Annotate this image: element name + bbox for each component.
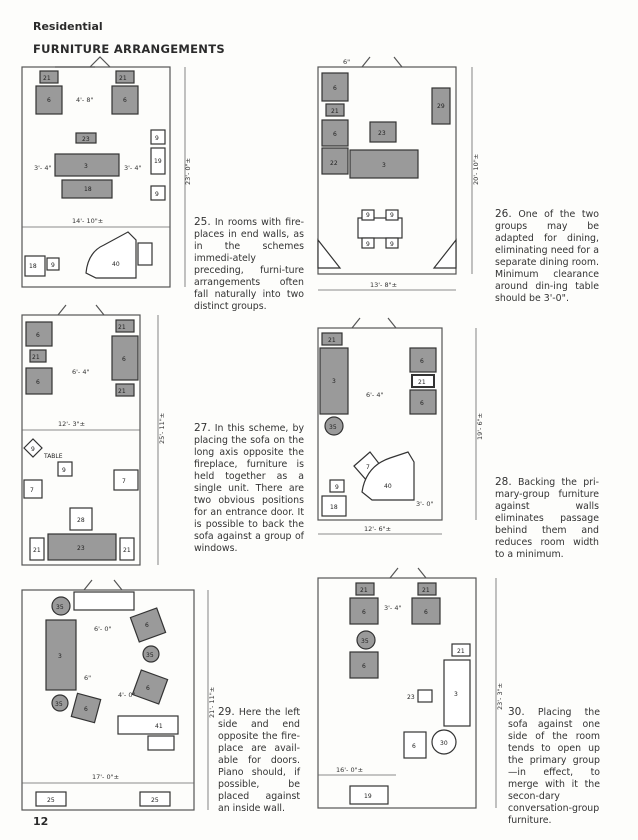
svg-text:23: 23 [82,136,90,143]
plan-29-drawing [22,580,216,810]
svg-text:9: 9 [390,212,394,219]
caption-29-number: 29. [218,706,235,718]
svg-text:25: 25 [151,797,159,804]
svg-text:3: 3 [84,163,88,170]
svg-text:TABLE: TABLE [44,453,63,460]
svg-text:6: 6 [333,85,337,92]
svg-text:35: 35 [329,424,337,431]
svg-text:6: 6 [36,332,40,339]
svg-text:14'- 10"±: 14'- 10"± [72,217,104,225]
svg-text:21: 21 [457,648,465,655]
svg-text:19'- 6"±: 19'- 6"± [476,412,484,440]
svg-text:18: 18 [84,186,92,193]
caption-25 [194,216,304,313]
svg-text:22: 22 [330,160,338,167]
svg-text:6: 6 [362,609,366,616]
svg-text:21: 21 [118,324,126,331]
svg-text:18: 18 [29,263,37,270]
svg-text:23: 23 [77,545,85,552]
svg-text:3'- 4": 3'- 4" [34,164,52,172]
svg-text:6: 6 [47,97,51,104]
svg-text:3'- 0": 3'- 0" [416,500,434,508]
svg-text:35: 35 [55,701,63,708]
svg-text:21'- 11"±: 21'- 11"± [208,686,216,718]
svg-text:7: 7 [366,464,370,471]
svg-text:6: 6 [424,609,428,616]
svg-text:23'- 3"±: 23'- 3"± [496,682,504,710]
svg-text:6'- 0": 6'- 0" [94,625,112,633]
svg-text:6: 6 [412,743,416,750]
svg-text:21: 21 [360,587,368,594]
svg-text:6: 6 [333,131,337,138]
svg-text:21: 21 [32,354,40,361]
svg-text:6: 6 [122,356,126,363]
caption-25-number: 25. [194,216,211,228]
svg-text:21: 21 [422,587,430,594]
page-title: FURNITURE ARRANGEMENTS [33,42,225,56]
svg-text:6": 6" [84,674,92,682]
svg-text:23: 23 [407,694,415,701]
svg-text:7: 7 [30,487,34,494]
svg-text:6'- 4": 6'- 4" [72,368,90,376]
caption-30-number: 30. [508,706,525,718]
svg-text:9: 9 [31,446,35,453]
svg-text:9: 9 [62,467,66,474]
svg-text:6: 6 [36,379,40,386]
caption-29-text: Here the left side and end opposite the fire-place are avail-able for doors. Piano should, if possible, be placed against an inside wall. [218,707,301,814]
svg-text:6: 6 [145,622,149,629]
svg-text:6: 6 [123,97,127,104]
svg-text:19: 19 [154,158,162,165]
svg-text:21: 21 [33,547,41,554]
svg-text:6: 6 [146,685,150,692]
svg-text:6'- 4": 6'- 4" [366,391,384,399]
caption-26-text: One of the two groups may be adapted for dining, eliminating need for a separate dining room. Minimum clearance around din-ing table should be 3'-0". [495,209,600,304]
svg-text:21: 21 [328,337,336,344]
caption-26-number: 26. [495,208,512,220]
svg-text:12'- 6"±: 12'- 6"± [364,525,392,533]
caption-28-number: 28. [495,476,512,488]
section-label: Residential [33,20,103,33]
svg-text:21: 21 [43,75,51,82]
svg-text:16'- 0"±: 16'- 0"± [336,766,364,774]
plan-27-drawing [22,305,166,565]
svg-text:17'- 0"±: 17'- 0"± [92,773,120,781]
svg-text:4'- 8": 4'- 8" [76,96,94,104]
svg-text:21: 21 [118,388,126,395]
svg-text:6: 6 [84,706,88,713]
svg-text:21: 21 [119,75,127,82]
svg-text:9: 9 [366,241,370,248]
svg-text:25: 25 [47,797,55,804]
svg-text:35: 35 [361,638,369,645]
svg-text:20'- 10"±: 20'- 10"± [472,153,480,185]
svg-text:13'- 8"±: 13'- 8"± [370,281,398,289]
caption-26 [495,208,599,305]
svg-text:23: 23 [378,130,386,137]
plan-25-drawing [22,57,192,287]
caption-28-text: Backing the pri-mary-group furniture against walls eliminates passage behind them and reduces room width to a minimum. [495,477,599,560]
svg-text:9: 9 [51,262,55,269]
page-number: 12 [33,815,49,828]
svg-text:21: 21 [331,108,339,115]
svg-text:3: 3 [58,653,62,660]
svg-text:9: 9 [155,135,159,142]
svg-text:28: 28 [77,517,85,524]
svg-text:12'- 3"±: 12'- 3"± [58,420,86,428]
svg-text:21: 21 [123,547,131,554]
svg-text:25'- 11"±: 25'- 11"± [158,412,166,444]
svg-text:35: 35 [56,604,64,611]
svg-text:6: 6 [420,358,424,365]
svg-text:6: 6 [362,663,366,670]
svg-text:9: 9 [155,191,159,198]
plan-30-drawing [318,568,504,808]
svg-text:3: 3 [382,162,386,169]
svg-text:30: 30 [440,740,448,747]
caption-27 [194,422,304,555]
svg-text:4'- 0": 4'- 0" [118,691,136,699]
svg-text:40: 40 [112,261,120,268]
caption-30 [508,706,600,827]
plan-26-drawing [318,57,480,290]
caption-30-text: Placing the sofa against one side of the room tends to open up the primary group—in effect, to merge with it the secon-dary conversation-group furniture. [508,707,600,826]
svg-text:3: 3 [454,691,458,698]
svg-text:3'- 4": 3'- 4" [124,164,142,172]
caption-25-text: In rooms with fire-places in end walls, as in the schemes immedi-ately preceding, furni-ture arrangements often fall naturally into two distinct groups. [194,217,304,312]
svg-text:19: 19 [364,793,372,800]
svg-text:3'- 4": 3'- 4" [384,604,402,612]
svg-text:23'- 0"±: 23'- 0"± [184,157,192,185]
caption-27-text: In this scheme, by placing the sofa on the long axis opposite the fireplace, furniture is held together as a single unit. There are two obvious positions for an entrance door. It is possible to back the sofa against a group of windows. [194,423,304,554]
svg-text:41: 41 [155,723,163,730]
svg-text:6": 6" [343,58,351,66]
svg-text:3: 3 [332,378,336,385]
caption-28 [495,476,599,561]
svg-text:18: 18 [330,504,338,511]
plan-28-drawing [318,318,484,534]
caption-27-number: 27. [194,422,211,434]
svg-text:40: 40 [384,483,392,490]
svg-text:35: 35 [146,652,154,659]
caption-29 [218,706,300,815]
svg-text:9: 9 [390,241,394,248]
svg-text:6: 6 [420,400,424,407]
svg-text:9: 9 [335,484,339,491]
svg-text:29: 29 [437,103,445,110]
svg-text:7: 7 [122,478,126,485]
svg-text:9: 9 [366,212,370,219]
svg-text:21: 21 [418,379,426,386]
